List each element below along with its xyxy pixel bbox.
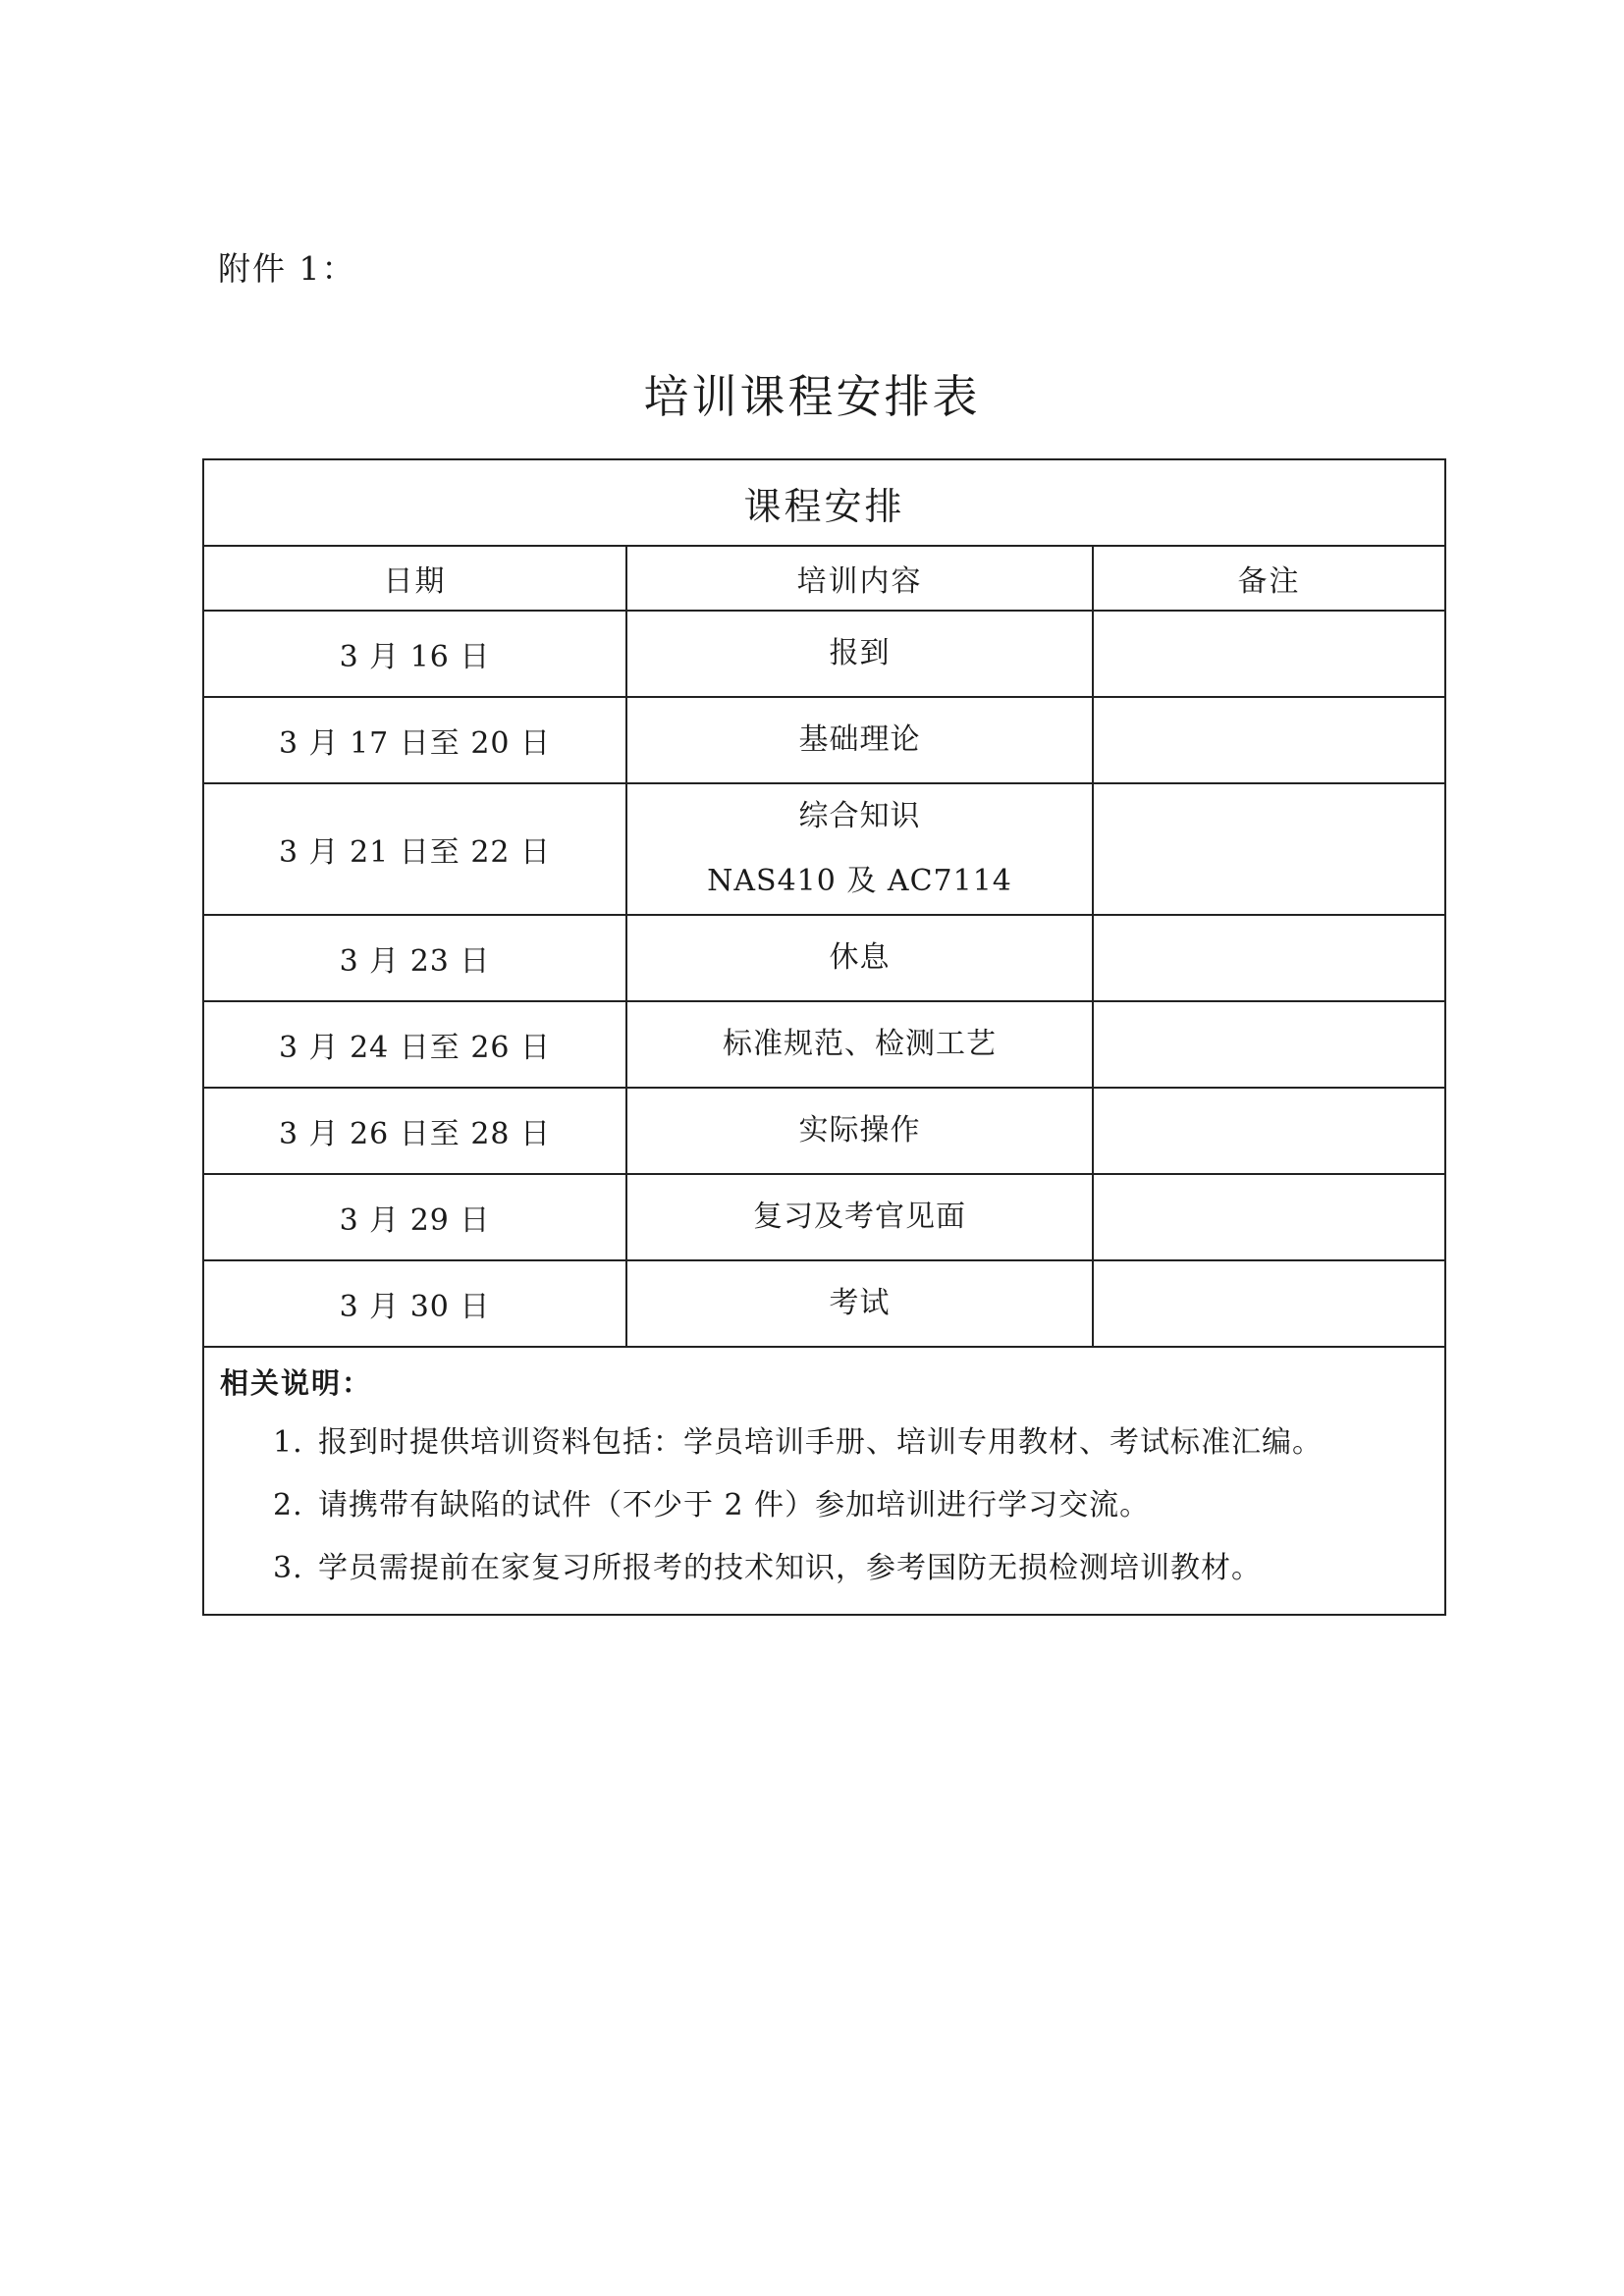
content-cell [626,783,1093,915]
date-cell: 3 月 24 日至 26 日 [203,1001,626,1088]
content-line: 标准规范、检测工艺 [723,1027,997,1061]
note-number: 2. [273,1488,303,1522]
note-text: 学员需提前在家复习所报考的技术知识，参考国防无损检测培训教材。 [318,1551,1262,1585]
content-cell [626,611,1093,697]
note-item [220,1412,1444,1474]
content-cell [626,697,1093,783]
remark-cell [1093,783,1445,915]
date-cell: 3 月 23 日 [203,915,626,1001]
content-line: 休息 [829,940,891,975]
remark-cell [1093,1088,1445,1174]
content-cell [626,1174,1093,1260]
header-date: 日期 [203,546,626,611]
content-cell [626,1260,1093,1347]
table-row [203,915,1445,1001]
header-content: 培训内容 [626,546,1093,611]
section-title-row [203,459,1445,546]
attachment-label: 附件 1： [218,249,356,288]
table-row [203,1088,1445,1174]
date-cell: 3 月 30 日 [203,1260,626,1347]
content-line: 复习及考官见面 [753,1200,966,1234]
content-line: 报到 [829,636,891,670]
content-line: 综合知识 [798,799,921,833]
content-line: 实际操作 [798,1113,921,1148]
note-item [220,1474,1444,1537]
header-remark: 备注 [1093,546,1445,611]
remark-cell [1093,1001,1445,1088]
document-title: 培训课程安排表 [643,370,981,423]
table-row [203,1260,1445,1347]
table-row [203,1174,1445,1260]
note-number: 1. [273,1425,303,1460]
table-row [203,611,1445,697]
date-cell: 3 月 21 日至 22 日 [203,783,626,915]
section-title: 课程安排 [203,459,1445,546]
remark-cell [1093,1174,1445,1260]
date-cell: 3 月 17 日至 20 日 [203,697,626,783]
header-row [203,546,1445,611]
table-row [203,697,1445,783]
table-row [203,783,1445,915]
content-line: 考试 [829,1286,891,1320]
table-row [203,1001,1445,1088]
note-text: 请携带有缺陷的试件（不少于 2 件）参加培训进行学习交流。 [318,1488,1151,1522]
schedule-table [202,458,1446,1616]
remark-cell [1093,1260,1445,1347]
content-cell [626,915,1093,1001]
note-number: 3. [273,1551,303,1585]
date-cell: 3 月 26 日至 28 日 [203,1088,626,1174]
content-line: NAS410 及 AC7114 [707,864,1012,898]
remark-cell [1093,697,1445,783]
date-cell: 3 月 29 日 [203,1174,626,1260]
content-cell [626,1088,1093,1174]
notes-row [203,1347,1445,1615]
content-line: 基础理论 [798,722,921,757]
notes-title: 相关说明： [220,1366,373,1400]
note-item [220,1537,1444,1600]
content-cell [626,1001,1093,1088]
notes-cell [203,1347,1445,1615]
date-cell: 3 月 16 日 [203,611,626,697]
remark-cell [1093,915,1445,1001]
note-text: 报到时提供培训资料包括：学员培训手册、培训专用教材、考试标准汇编。 [318,1425,1323,1460]
remark-cell [1093,611,1445,697]
